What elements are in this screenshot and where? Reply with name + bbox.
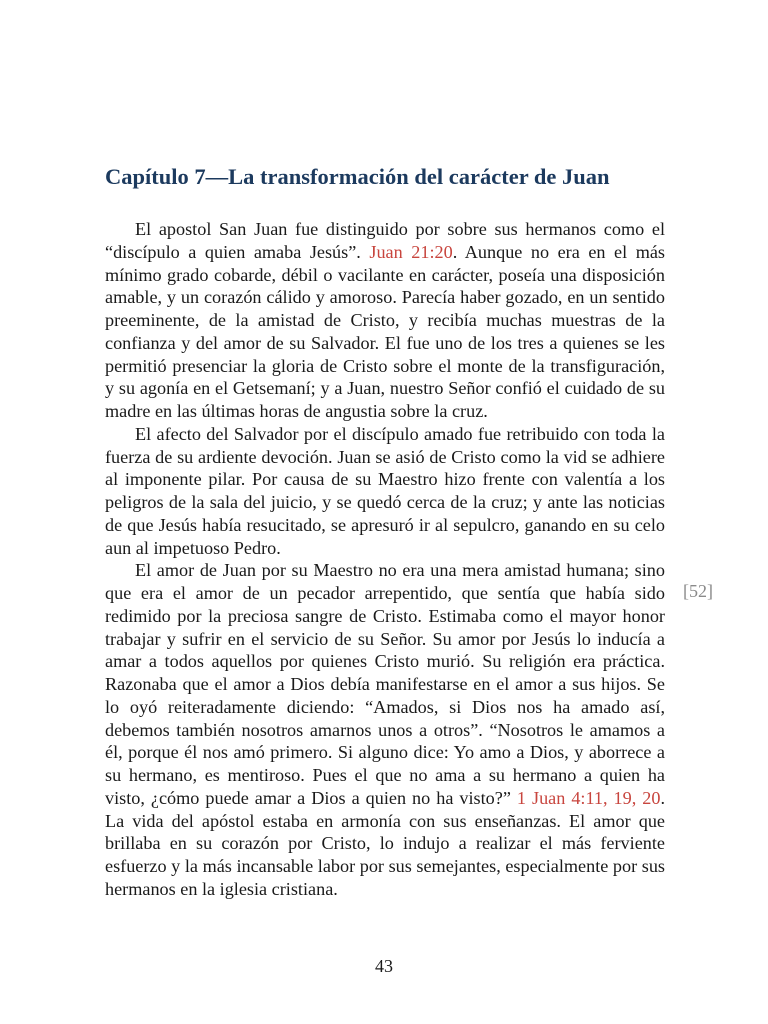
paragraph-2	[105, 423, 665, 560]
bible-reference-1-juan-4[interactable]: 1 Juan 4:11, 19, 20	[516, 787, 661, 808]
paragraph-3	[105, 559, 665, 900]
page-number: 43	[375, 956, 393, 976]
paragraph-2-text: El afecto del Salvador por el discípulo amado fue retribuido con toda la fuerza de su ardiente devoción. Juan se asió de Cristo como la vid se adhiere al imponente pilar. Por causa de su Maestro hizo frente con valentía a los peligros de la sala del juicio, y se quedó cerca de la cruz; y ante las noticias de que Jesús había resucitado, se apresuró ir al sepulcro, ganando en su celo aun al impetuoso Pedro.	[105, 423, 665, 558]
paragraph-3-text-b: . La vida del apóstol estaba en armonía con sus enseñanzas. El amor que brillaba en su corazón por Cristo, lo indujo a realizar el más ferviente esfuerzo y la más incansable labor por sus semejantes, especialmente por sus hermanos en la iglesia cristiana.	[105, 787, 665, 899]
paragraph-1-text-b: . Aunque no era en el más mínimo grado cobarde, débil o vacilante en carácter, poseía una disposición amable, y un corazón cálido y amoroso. Parecía haber gozado, en un sentido preeminente, de la amistad de Cristo, y recibía muchas muestras de la confianza y del amor de su Salvador. El fue uno de los tres a quienes se les permitió presenciar la gloria de Cristo sobre el monte de la transfiguración, y su agonía en el Getsemaní; y a Juan, nuestro Señor confió el cuidado de su madre en las últimas horas de angustia sobre la cruz.	[105, 241, 666, 421]
chapter-title: Capítulo 7—La transformación del carácter de Juan	[105, 164, 610, 189]
paragraph-1	[105, 218, 665, 423]
book-page	[105, 0, 665, 1024]
bible-reference-juan-21-20[interactable]: Juan 21:20	[369, 241, 453, 262]
margin-page-reference: [52]	[683, 581, 713, 601]
paragraph-1-text-a: El apostol San Juan fue distinguido por sobre sus hermanos como el “discípulo a quien amaba Jesús”.	[105, 219, 665, 262]
paragraph-3-text-a: El amor de Juan por su Maestro no era una mera amistad humana; sino que era el amor de un pecador arrepentido, que sentía que había sido redimido por la preciosa sangre de Cristo. Estimaba como el mayor honor trabajar y sufrir en el servicio de su Señor. Su amor por Jesús lo inducía a amar a todos aquellos por quienes Cristo murió. Su religión era práctica. Razonaba que el amor a Dios debía manifestarse en el amor a sus hijos. Se lo oyó reiteradamente diciendo: “Amados, si Dios nos ha amado así, debemos también nosotros amarnos unos a otros”. “Nosotros le amamos a él, porque él nos amó primero. Si alguno dice: Yo amo a Dios, y aborrece a su hermano, es mentiroso. Pues el que no ama a su hermano a quien ha visto, ¿cómo puede amar a Dios a quien no ha visto?”	[105, 560, 665, 808]
chapter-body	[105, 218, 665, 901]
